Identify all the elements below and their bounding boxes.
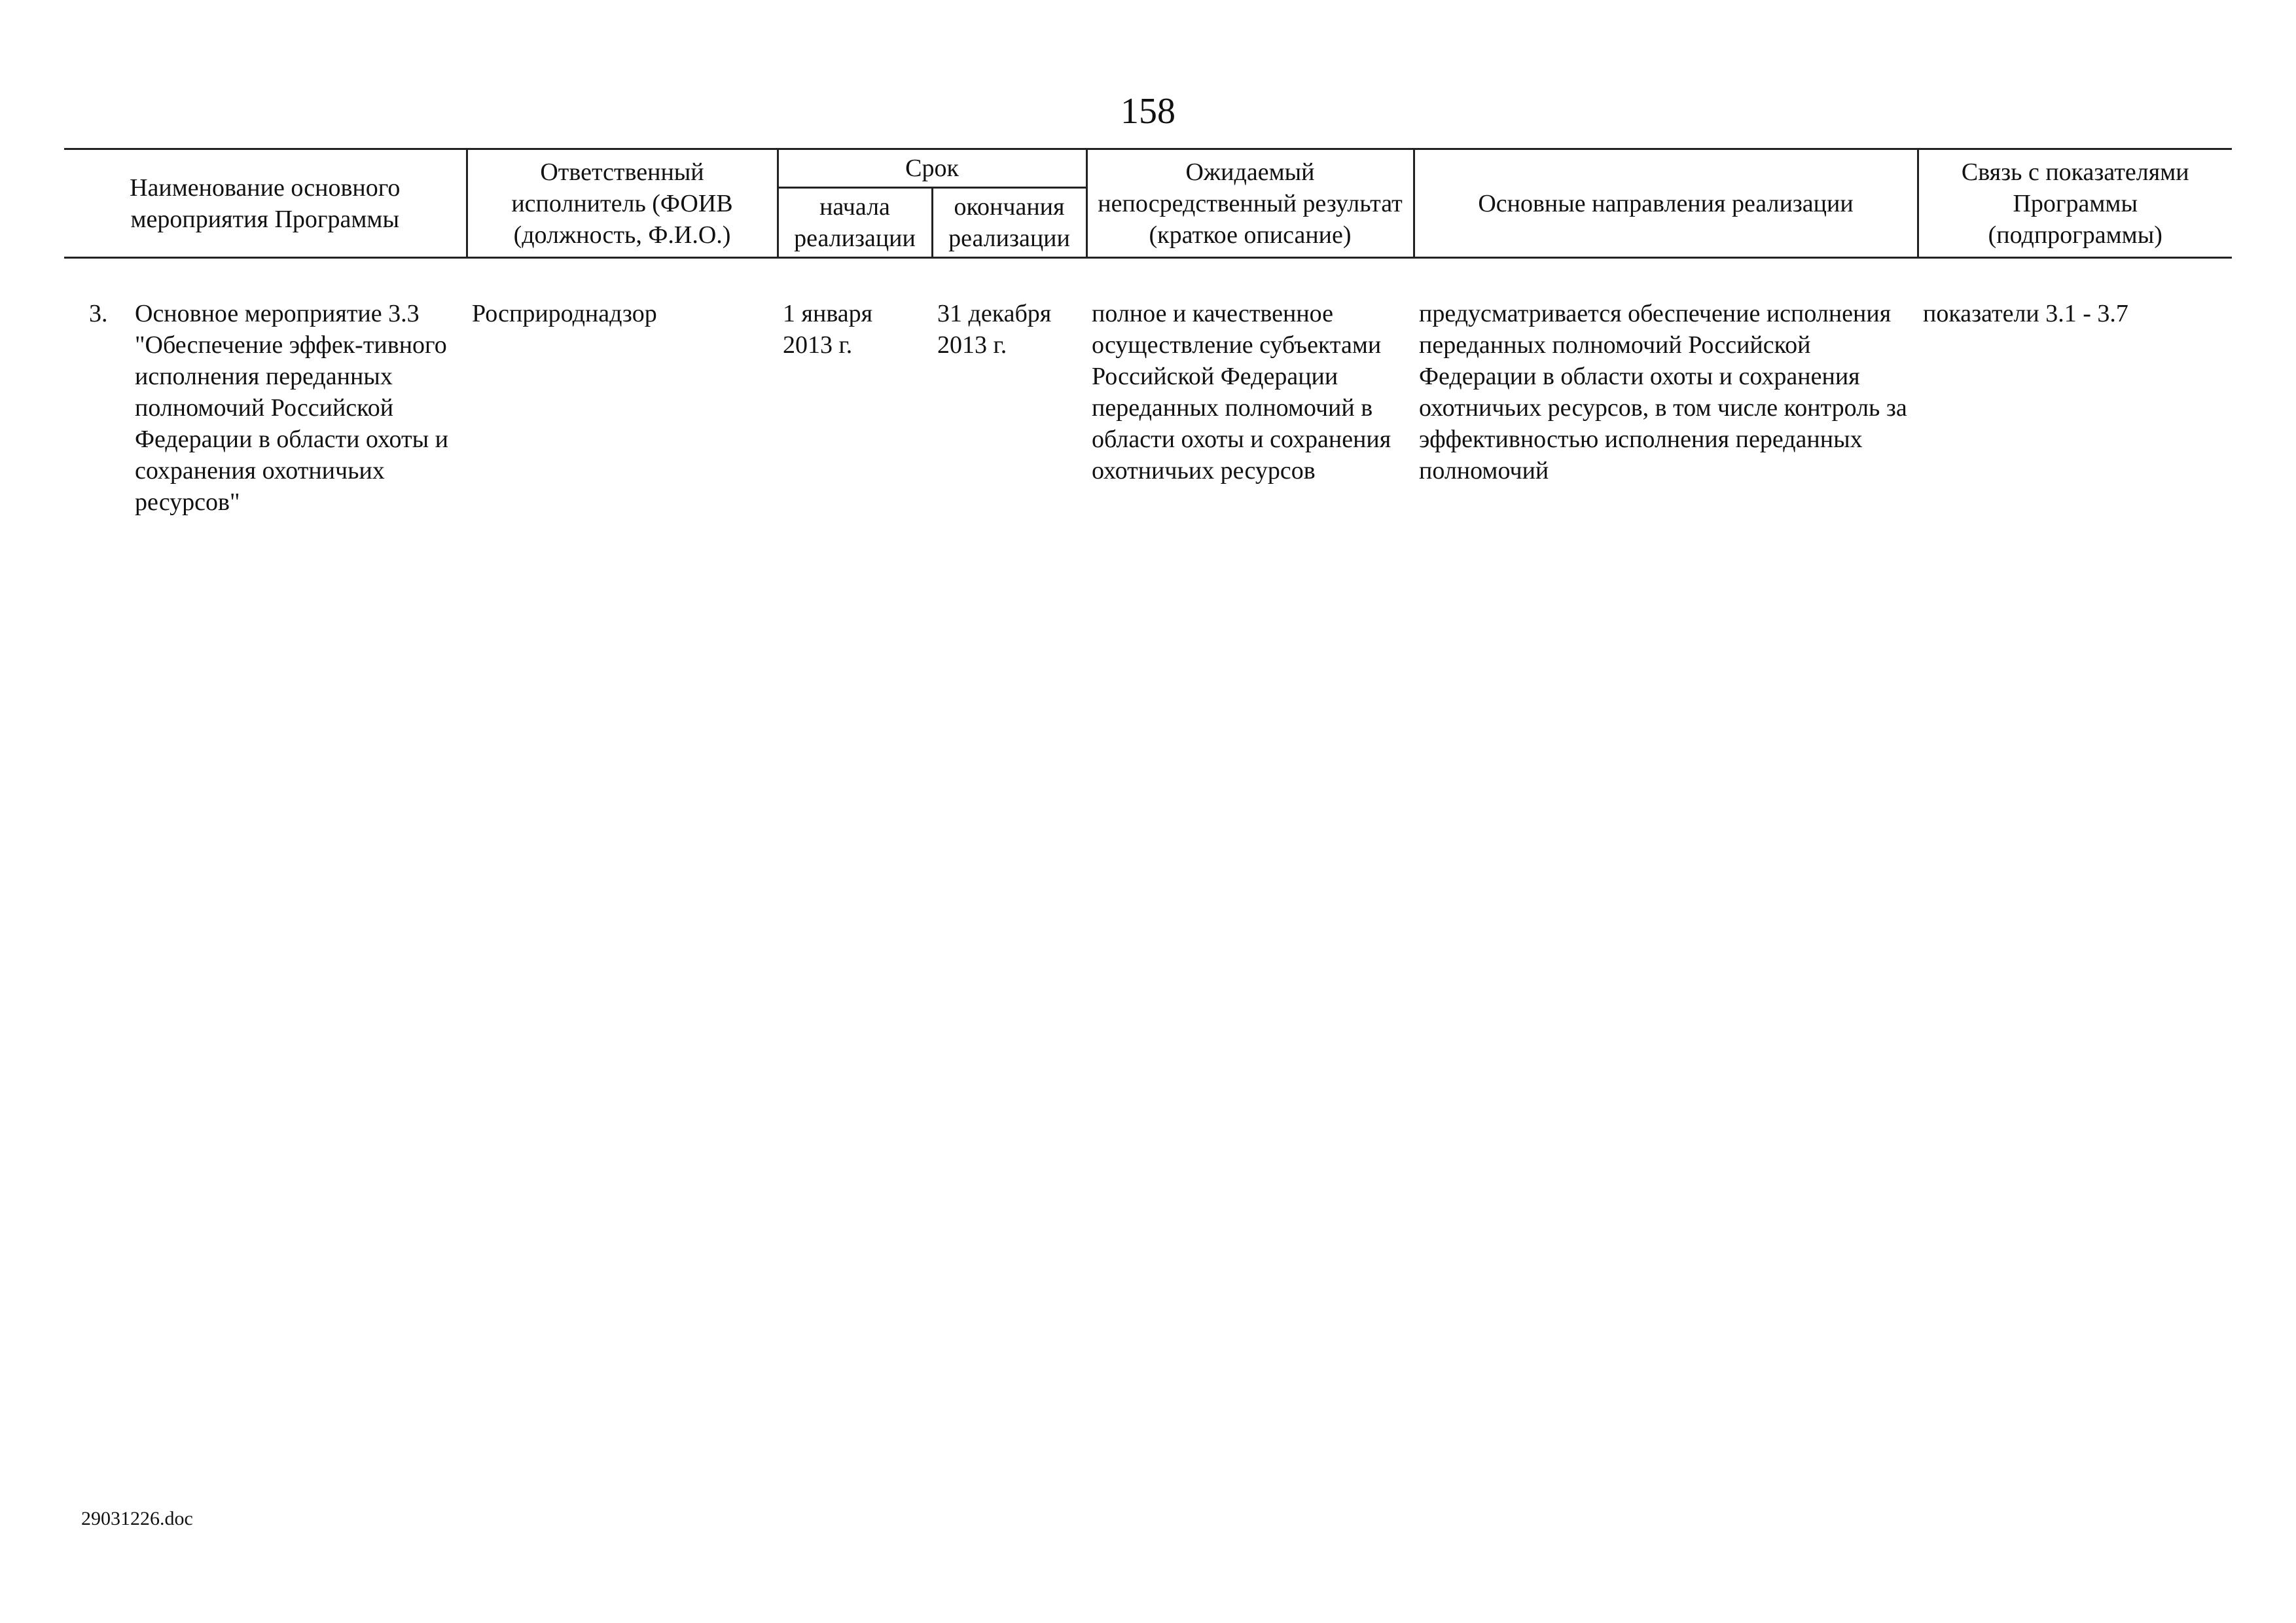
header-directions: Основные направления реализации	[1414, 149, 1918, 258]
header-expected-result: Ожидаемый непосредственный результат (краткое описание)	[1086, 149, 1414, 258]
start-date-cell: 1 января 2013 г.	[783, 300, 873, 359]
directions-cell: предусматривается обеспечение исполнения переданных полномочий Российской Федерации в области охоты и сохранения охотничьих ресурсов, в том числе контроль за эффективностью исполнения переданных полномочий	[1419, 300, 1907, 484]
table-row	[64, 258, 2232, 519]
expected-result-cell: полное и качественное осуществление субъектами Российской Федерации переданных полномочий в области охоты и сохранения охотничьих ресурсов	[1092, 300, 1391, 484]
page-number: 158	[1121, 91, 1175, 132]
header-term-start: начала реализации	[778, 188, 932, 258]
header-activity-name: Наименование основного мероприятия Программы	[64, 149, 467, 258]
row-number: 3.	[89, 300, 108, 327]
header-responsible: Ответственный исполнитель (ФОИВ (должность, Ф.И.О.)	[467, 149, 778, 258]
responsible-cell: Росприроднадзор	[472, 300, 657, 327]
indicator-link-cell: показатели 3.1 - 3.7	[1923, 300, 2128, 327]
header-term-end: окончания реализации	[932, 188, 1086, 258]
activity-name: Основное мероприятие 3.3 "Обеспечение эффек-тивного исполнения переданных полномочий Российской Федерации в области охоты и сохранения охотничьих ресурсов"	[135, 300, 449, 516]
footer-filename: 29031226.doc	[81, 1508, 193, 1529]
end-date-cell: 31 декабря 2013 г.	[937, 300, 1052, 359]
activity-cell	[64, 258, 467, 519]
header-indicator-link: Связь с показателями Программы (подпрограммы)	[1918, 149, 2232, 258]
program-activities-table	[64, 148, 2232, 518]
header-term: Срок	[778, 149, 1086, 188]
